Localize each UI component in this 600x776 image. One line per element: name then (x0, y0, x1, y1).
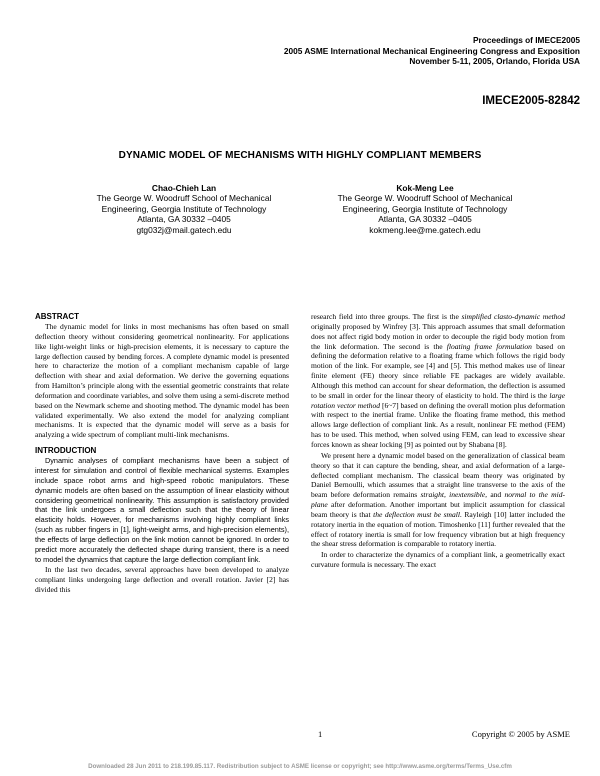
abstract-heading: ABSTRACT (35, 312, 79, 321)
author-affiliation: Engineering, Georgia Institute of Technology (342, 203, 508, 214)
proceedings-line: 2005 ASME International Mechanical Engineering Congress and Exposition (283, 45, 580, 56)
text-run: We present here a dynamic model based on the generalization of classical beam theory so that it can capture the bending, shear, and axial deformation of a large-deflected compliant mechanism. The classical beam theory was originated by Daniel Bernoulli, which assumes that a straight line transverse to the axis of the beam before deformation remains (311, 450, 565, 500)
author-name: Chao-Chieh Lan (151, 183, 217, 193)
abstract-text: The dynamic model for links in most mechanisms has often based on small deflection theory without considering geometrical nonlinearity. For applications like light-weight links or high-precision elements, it is necessary to capture the large deflection caused by bending forces. A complete dynamic model is presented here to characterize the motion of a compliant mechanism capable of large deflection with shear and axial deformation. We derive the governing equations from Hamilton’s principle along with the essential geometric constraints that relate deformation and coordinate variables, and solve them using a semi-discrete method based on the Newmark scheme and shooting method. The dynamic model has been validated experimentally. We also extend the model for analyzing compliant mechanisms. It is expected that the dynamic model will serve as a basis for analyzing a wide spectrum of compliant multi-link mechanisms. (35, 322, 289, 440)
body-paragraph: In order to characterize the dynamics of a compliant link, a geometrically exact curvature formula is necessary. The exact (311, 550, 565, 570)
left-column (35, 312, 289, 595)
intro-paragraph: Dynamic analyses of compliant mechanisms have been a subject of interest for simulation and control of flexible mechanical systems. Examples include space robot arms and high-speed robotic manipulators. These dynamic models are often based on the assumption of linear elasticity without considering geometrical nonlinearity. This assumption is satisfactory provided that the link undergoes a small deflection such that the theory of linear elasticity holds. However, for mechanisms involving highly compliant links (such as rubber fingers in [1], light-weight arms, and high-precision elements), the effects of large deflection on the link motion cannot be ignored. In order to predict more accurately the deflected shape during transient, there is a need to model the dynamics that capture the large deflection compliant link. (35, 456, 289, 564)
author-block (305, 183, 545, 235)
intro-paragraph: In the last two decades, several approaches have been developed to analyze compliant links undergoing large deflection and overall rotation. Javier [2] has divided this (35, 565, 289, 595)
author-affiliation: The George W. Woodruff School of Mechanical (96, 193, 272, 204)
text-run: . Rayleigh [10] latter included the rotatory inertia in the equation of motion. Timoshenko [11] further revealed that the effect of rotatory inertia is small for low frequency vibration but at high frequency the shear stress deformation is comparable to rotatory inertia. (311, 509, 565, 549)
body-paragraph (311, 312, 565, 450)
text-run: research field into three groups. The first is the (311, 312, 462, 321)
emphasis: normal to the mid-plane (311, 490, 566, 510)
emphasis: large rotation vector method (311, 390, 565, 410)
page-number: 1 (318, 729, 323, 739)
emphasis: floating frame formulation (446, 341, 532, 351)
download-notice: Downloaded 28 Jun 2011 to 218.199.85.117. Redistribution subject to ASME license or copyright; see http://www.asme.org/terms/Terms_Use.cfm (88, 763, 512, 770)
right-column (311, 312, 565, 570)
body-paragraph (311, 451, 565, 549)
emphasis: the deflection must be small (373, 509, 460, 519)
author-affiliation: Engineering, Georgia Institute of Technology (101, 203, 267, 214)
author-email: kokmeng.lee@me.gatech.edu (369, 224, 481, 235)
proceedings-line: November 5-11, 2005, Orlando, Florida USA (409, 56, 580, 66)
text-run: originally proposed by Winfrey [3]. This approach assumes that small deformation does not affect rigid body motion in order to decouple the rigid body motion from the link deformation. The second is the (311, 321, 565, 351)
author-name: Kok-Meng Lee (396, 183, 454, 193)
paper-title: DYNAMIC MODEL OF MECHANISMS WITH HIGHLY COMPLIANT MEMBERS (118, 150, 482, 161)
text-run: after deformation. Another important but implicit assumption for classical beam theory is that (311, 500, 565, 519)
author-affiliation: The George W. Woodruff School of Mechanical (337, 193, 513, 204)
proceedings-line: Proceedings of IMECE2005 (473, 35, 580, 45)
author-address: Atlanta, GA 30332 –0405 (378, 214, 472, 225)
author-address: Atlanta, GA 30332 –0405 (137, 214, 231, 225)
proceedings-header (284, 35, 580, 67)
emphasis: simplified clasto-dynamic method (461, 312, 565, 321)
author-email: gtg032j@mail.gatech.edu (136, 224, 232, 235)
text-run: [6~7] based on defining the overall motion plus deformation with respect to the inertial frame. Unlike the floating frame method, this method allows large deflection of compliant link. As a result, nonlinear FE method (FEM) has to be used. This method, when solved using FEM, can lead to excessive shear forces known as shear locking [9] as pointed out by Shabana [8]. (311, 400, 565, 449)
introduction-heading: INTRODUCTION (35, 446, 97, 456)
emphasis: straight, inextensible, (420, 490, 488, 500)
text-run: and (487, 490, 505, 500)
author-block (64, 183, 304, 235)
copyright-notice: Copyright © 2005 by ASME (471, 729, 570, 739)
paper-id: IMECE2005-82842 (482, 95, 580, 107)
text-run: based on defining the deformation relative to a floating frame which follows the rigid body motion of the link. For example, see [4] and [5]. This method makes use of linear finite element (FE) theory since reliable FE packages are widely available. Although this method can account for shear deformation, the deflection is assumed to be small in order for the linear theory of elasticity to hold. The third is the (311, 341, 565, 400)
